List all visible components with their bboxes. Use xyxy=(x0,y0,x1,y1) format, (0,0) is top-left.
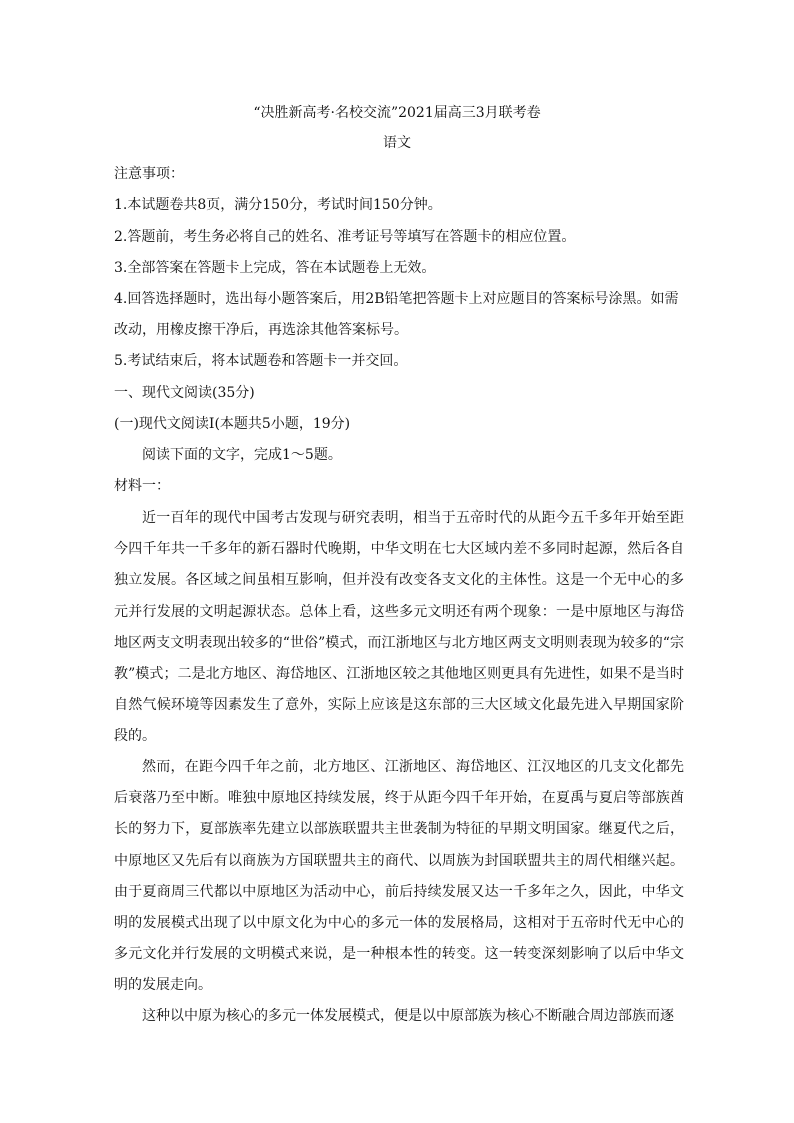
material-label: 材料一： xyxy=(114,478,170,494)
notes-heading: 注意事项： xyxy=(114,166,184,182)
section-heading: 一、现代文阅读(35分) xyxy=(114,385,255,401)
note-item-2: 2.答题前，考生务必将自己的姓名、准考证号等填写在答题卡的相应位置。 xyxy=(114,229,576,245)
subject-title: 语文 xyxy=(383,135,411,151)
section-subheading: (一)现代文阅读I(本题共5小题，19分) xyxy=(114,416,351,432)
reading-instruction: 阅读下面的文字，完成1～5题。 xyxy=(142,447,342,463)
paragraph-3: 这种以中原为核心的多元一体发展模式，便是以中原部族为核心不断融合周边部族而逐 xyxy=(142,1008,674,1024)
paragraph-2: 然而，在距今四千年之前，北方地区、江浙地区、海岱地区、江汉地区的几支文化都先后衰落乃至中断。唯独中原地区持续发展，终于从距今四千年开始，在夏禹与夏启等部族酋长的努力下，夏部族率先建立以部族联盟共主世袭制为特征的早期文明国家。继夏代之后，中原地区又先后有以商族为方国联盟共主的商代、以周族为封国联盟共主的周代相继兴起。由于夏商周三代都以中原地区为活动中心，前后持续发展又达一千多年之久，因此，中华文明的发展模式出现了以中原文化为中心的多元一体的发展格局，这相对于五帝时代无中心的多元文化并行发展的文明模式来说，是一种根本性的转变。这一转变深刻影响了以后中华文明的发展走向。 xyxy=(114,759,684,994)
paragraph-1: 近一百年的现代中国考古发现与研究表明，相当于五帝时代的从距今五千多年开始至距今四千年共一千多年的新石器时代晚期，中华文明在七大区域内差不多同时起源，然后各自独立发展。各区域之间虽相互影响，但并没有改变各支文化的主体性。这是一个无中心的多元并行发展的文明起源状态。总体上看，这些多元文明还有两个现象：一是中原地区与海岱地区两支文明表现出较多的“世俗”模式，而江浙地区与北方地区两支文明则表现为较多的“宗教”模式；二是北方地区、海岱地区、江浙地区较之其他地区则更具有先进性，如果不是当时自然气候环境等因素发生了意外，实际上应该是这东部的三大区域文化最先进入早期国家阶段的。 xyxy=(114,510,684,745)
note-item-4: 4.回答选择题时，选出每小题答案后，用2B铅笔把答题卡上对应题目的答案标号涂黑。如需 xyxy=(114,291,679,307)
note-item-1: 1.本试题卷共8页，满分150分，考试时间150分钟。 xyxy=(114,197,442,213)
note-item-5: 5.考试结束后，将本试题卷和答题卡一并交回。 xyxy=(114,353,408,369)
note-item-3: 3.全部答案在答题卡上完成，答在本试题卷上无效。 xyxy=(114,260,436,276)
note-item-4-cont: 改动，用橡皮擦干净后，再选涂其他答案标号。 xyxy=(114,322,408,338)
exam-title: “决胜新高考·名校交流”2021届高三3月联考卷 xyxy=(253,105,541,121)
